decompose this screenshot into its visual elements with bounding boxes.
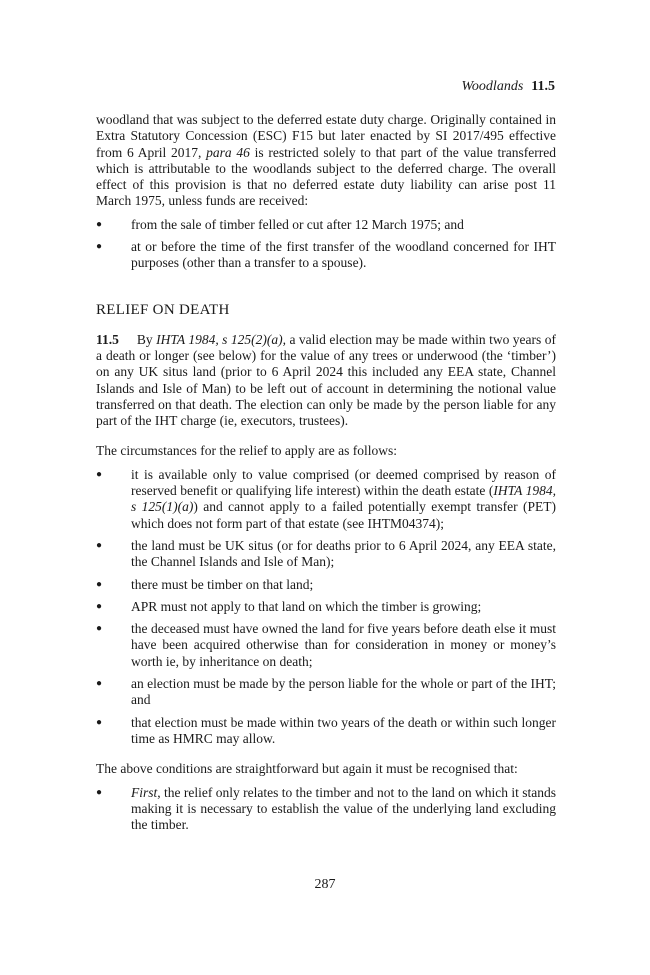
paragraph-number: 11.5 — [96, 331, 119, 347]
intro-bullet-list — [96, 217, 556, 272]
list-item: ● APR must not apply to that land on which the timber is growing; — [96, 599, 556, 615]
list-item: ● from the sale of timber felled or cut after 12 March 1975; and — [96, 217, 556, 233]
page-body — [96, 112, 556, 839]
circumstances-intro: The circumstances for the relief to apply are as follows: — [96, 443, 398, 459]
list-item: ● there must be timber on that land; — [96, 577, 556, 593]
list-item: ● that election must be made within two years of the death or within such longer time as HMRC may allow. — [96, 715, 556, 748]
page-number: 287 — [314, 877, 336, 892]
conditions-bullet-list — [96, 785, 556, 834]
header-section-number: 11.5 — [531, 79, 555, 94]
intro-paragraph: woodland that was subject to the deferred estate duty charge. Originally contained in Extra Statutory Concession (ESC) F15 but later enacted by SI 2017/495 effective from 6 April 2017, para 46 is restricted solely to that part of the value transferred which is attributable to the woodlands subject to the deferred charge. The overall effect of this provision is that no deferred estate duty liability can arise post 11 March 1975, unless funds are received: — [96, 112, 556, 209]
section-heading: RELIEF ON DEATH — [96, 301, 230, 318]
header-section-title: Woodlands — [461, 79, 524, 94]
list-item: ● the land must be UK situs (or for deaths prior to 6 April 2024, any EEA state, the Channel Islands and Isle of Man); — [96, 538, 556, 571]
conditions-intro: The above conditions are straightforward but again it must be recognised that: — [96, 761, 518, 777]
paragraph-11-5 — [96, 332, 556, 430]
running-header — [462, 78, 555, 96]
list-item: ● an election must be made by the person liable for the whole or part of the IHT; and — [96, 676, 556, 709]
list-item: ● the deceased must have owned the land for five years before death else it must have been acquired otherwise than for consideration in money or money’s worth ie, by inheritance on death; — [96, 621, 556, 670]
circumstances-bullet-list — [96, 467, 556, 747]
list-item: ● First, the relief only relates to the timber and not to the land on which it stands making it is necessary to establish the value of the underlying land excluding the timber. — [96, 785, 556, 834]
list-item: ● at or before the time of the first transfer of the woodland concerned for IHT purposes (other than a transfer to a spouse). — [96, 239, 556, 272]
list-item: ● it is available only to value comprised (or deemed comprised by reason of reserved benefit or qualifying life interest) within the death estate (IHTA 1984, s 125(1)(a)) and cannot apply to a failed potentially exempt transfer (PET) which does not form part of that estate (see IHTM04374); — [96, 467, 556, 532]
paragraph-text: By IHTA 1984, s 125(2)(a), a valid election may be made within two years of a death or longer (see below) for the value of any trees or underwood (the ‘timber’) on any UK situs land (prior to 6 April 2024 this included any EEA state, Channel Islands and Isle of Man) to be left out of account in determining the notional value transferred on that death. The election can only be made by the person liable for any part of the IHT charge (ie, executors, trustees). — [96, 331, 556, 429]
